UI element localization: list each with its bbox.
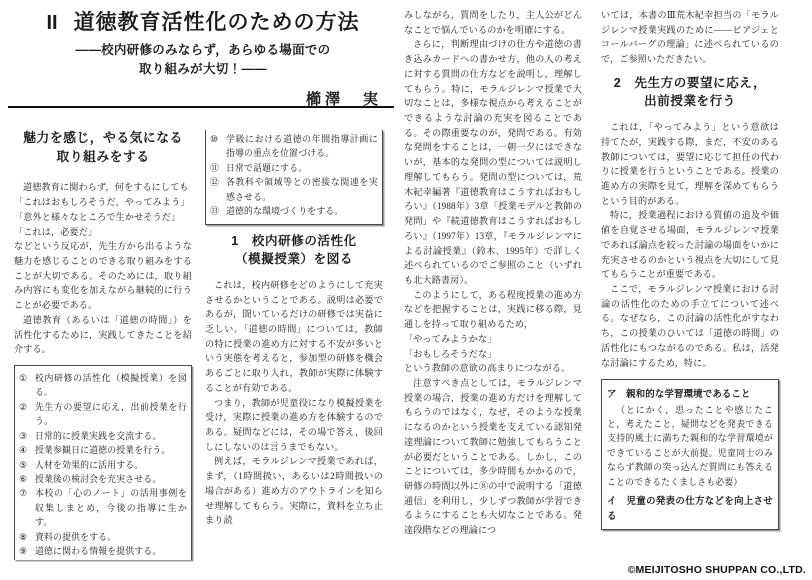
paragraph: という教師の意欲の高まりにつながる。 xyxy=(404,363,571,374)
page-header xyxy=(0,0,406,108)
column1-lead-heading-line2: 取り組みをする xyxy=(56,149,150,165)
copyright-notice: ©MEIJITOSHO SHUPPAN CO.,LTD. xyxy=(627,564,806,576)
paragraph: 「これは，必要だ」 xyxy=(14,226,98,237)
list-item-marker: ⑫ xyxy=(210,177,220,188)
measures-list-box-part2 xyxy=(205,130,383,225)
paragraph: 「これはおもしろそうだ，やってみよう」 xyxy=(14,197,190,208)
list-item-label: 本校の「心のノート」の活用事例を収集しまとめ，今後の指導に生かす。 xyxy=(35,488,187,528)
list-item-marker: ⑥ xyxy=(19,473,28,484)
text-column-4 xyxy=(601,8,779,530)
author-name: 櫛澤 実 xyxy=(305,91,382,108)
list-item-marker: ④ xyxy=(19,445,28,456)
condition-a-body: （とにかく，思ったことや感じたこと，考えたこと，疑問などを発表できる支持的風土に満ちた親和的な学習環境ができていることが大前提。児童同士のみならず教師の突っ込んだ質問にも答えることのできるたくましさも必要） xyxy=(607,404,773,487)
paragraph: これは，校内研修をどのようにして充実させるかということである。説明は必要であるが，聞いているだけの研修では実益に乏しい。「道徳の時間」については，教師の特に授業の進め方に対する不安が多いという実態を考えると，参加型の研修を機会あるごとに取り入れ，教師が実際に体験することが有効である。 xyxy=(205,279,383,393)
header-divider-rule xyxy=(8,106,394,108)
paragraph: 道徳教育に関わらず，何をするにしても xyxy=(23,182,189,193)
paragraph: みしながら，質問をしたり，主人公がどんなことで悩んでいるのかを明確にする。 xyxy=(404,10,582,35)
paragraph: これは，「やってみよう」という意欲は持てたが，実践する際，まだ，不安のある教師については，要望に応じて担任の代わりに授業を行うということである。授業の進め方の実際を見て，理解を深めてもらうという目的がある。 xyxy=(601,122,779,206)
column1-lead-heading-line1: 魅力を感じ，やる気になる xyxy=(23,130,183,145)
paragraph: などという反応が，先生方から出るような魅力を感じることのできる取り組みをすることが大切である。そのためには，取り組み内容にも変化を加えながら継続的に行うことが必要である。 xyxy=(14,241,192,311)
list-item xyxy=(19,443,187,457)
list-item-label: 各教科や領域等との密接な関連を実感させる。 xyxy=(226,177,378,202)
column1-lead-heading xyxy=(14,128,192,166)
text-column-2 xyxy=(205,122,383,528)
list-item-label: 授業後の検討会を充実させる。 xyxy=(35,473,162,484)
list-item-marker: ⑬ xyxy=(210,206,220,217)
list-item-marker: ⑩ xyxy=(210,134,219,144)
list-item-marker: ① xyxy=(19,373,28,383)
list-item-label: 道徳的な環境づくりをする。 xyxy=(226,206,344,217)
list-item-marker: ② xyxy=(19,401,28,412)
paragraph: いては，本書のⅢ荒木紀幸担当の「モラルジレンマ授業実践のために——ピアジェとコールバーグの理論」に述べられているので，ご参照いただきたい。 xyxy=(601,10,779,65)
section-heading-2 xyxy=(601,74,779,110)
section-heading-1-line2: （模擬授業）を図る xyxy=(235,251,353,266)
paragraph: さらに，判断理由づけの仕方や道徳の書き込みカードへの書かせ方，他の人の考えに対する質問の仕方などを説明し，理解してもらう。特に，モラルジレンマ授業で大切なことは，多様な視点から考えることができるような討論の充実を図ることである。その際重要なのが，発問である。有効な発問をすることは，一朝一夕にはできないが，基本的な発問の型については説明し理解してもらう。発問の型については，荒木紀幸編著『道徳教育はこうすればおもしろい』（1988年）3章「授業モデルと教師の発問」や『続道徳教育はこうすればおもしろい』（1997年）13章，『モラルジレンマによる討論授業』（鈴木、1995年）で詳しく述べられているのでご参照のこと（いずれも北大路書房）。 xyxy=(404,39,582,285)
condition-b-title: イ 児童の発表の仕方などを向上させる xyxy=(607,495,773,522)
list-item xyxy=(19,486,187,529)
chapter-subtitle xyxy=(0,41,406,79)
list-item xyxy=(19,400,187,429)
paragraph: つまり，教師が児童役になり模擬授業を受け，実際に授業の進め方を体験するのである。疑問などには，その場で答え，後回しにしないのは言うまでもない。 xyxy=(205,397,383,452)
list-item xyxy=(210,204,378,218)
list-item xyxy=(210,161,378,175)
list-item xyxy=(19,429,187,443)
section-heading-1 xyxy=(205,232,383,268)
section-heading-1-line1: 1 校内研修の活性化 xyxy=(231,233,357,248)
list-item xyxy=(210,175,378,204)
paragraph: 注意すべき点としては，モラルジレンマ授業の場合，授業の進め方だけを理解してもらうのではなく，なぜ，そのような授業になるのかという授業を支えている認知発達理論について教師に勉強してもらうことが必要だということである。しかし，このことについては，多少時間もかかるので，研修の時間以外に⑧の中で説明する「道徳通信」を利用し，少しずつ教師が学習できるようにすることも大切なことである。発達段階などの理論につ xyxy=(404,377,582,536)
list-item-marker: ⑨ xyxy=(19,546,28,557)
discussion-conditions-box xyxy=(601,379,779,529)
chapter-subtitle-line1: ——校内研修のみならず，あらゆる場面での xyxy=(75,43,331,57)
list-item-marker: ⑦ xyxy=(19,488,28,499)
paragraph: このようにして，ある程度授業の進め方などを把握することは，実践に移る際，見通しを持って取り組めるため， xyxy=(404,289,582,330)
chapter-number: II xyxy=(46,12,58,34)
list-item-label: 校内研修の活性化（模擬授業）を図る。 xyxy=(35,373,187,398)
list-item-label: 先生方の要望に応え，出前授業を行う。 xyxy=(35,401,187,427)
list-item-label: 道徳に関わる情報を提供する。 xyxy=(35,546,162,557)
paragraph: 「おもしろそうだな」 xyxy=(404,348,497,359)
list-item-marker: ⑤ xyxy=(19,459,28,470)
section-heading-2-line1: 2 先生方の要望に応え， xyxy=(613,75,767,90)
paragraph: ここで，モラルジレンマ授業における討論の活性化のための手立てについて述べる。なぜなら，この討論の活性化がすなわち，この授業のひいては「道徳の時間」の活性化にもつながるのである。私は，活発な討論にするため，特に。 xyxy=(601,284,779,368)
measures-list-box-part1 xyxy=(14,365,192,560)
page-title: 道徳教育活性化のための方法 xyxy=(73,11,360,34)
list-item xyxy=(19,472,187,486)
paragraph: 例えば，モラルジレンマ授業であれば，まず，（1時間扱い，あるいは2時間扱いの場合がある）進め方のアウトラインを知らせ理解してもらう。実際に，資料を立ち止まり読 xyxy=(205,456,383,526)
list-item xyxy=(19,544,187,558)
paragraph: 「やってみようかな」 xyxy=(404,333,497,344)
list-item-label: 日常で話題にする。 xyxy=(226,162,308,173)
list-item-label: 学級における道徳の年間指導計画に指導の重点を位置づける。 xyxy=(226,134,378,159)
chapter-subtitle-line2: 取り組みが大切！—— xyxy=(138,61,267,76)
text-column-1 xyxy=(14,122,192,560)
list-item xyxy=(19,458,187,472)
list-item xyxy=(19,371,187,400)
paragraph: 特に，授業過程における質値の追及や価値を自覚させる場面，モラルジレンマ授業であれば論点を絞った討論の場面をいかに充実させるのかという視点を大切にして見てもらうことが重要である。 xyxy=(601,210,779,280)
chapter-title-row xyxy=(0,0,406,36)
list-item-marker: ⑧ xyxy=(19,531,28,542)
list-item-label: 日常的に授業実践を交流する。 xyxy=(35,430,162,441)
paragraph: 道徳教育（あるいは「道徳の時間」）を活性化するために，実践してきたことを紹介する。 xyxy=(14,314,192,355)
condition-a-title: ア 親和的な学習環境であること xyxy=(607,388,751,400)
list-item-label: 授業参観日に道徳の授業を行う。 xyxy=(35,445,171,456)
list-item-marker: ③ xyxy=(19,430,28,441)
list-item-marker: ⑪ xyxy=(210,162,220,173)
paragraph: 「意外と様々なところで生かせそうだ」 xyxy=(14,211,181,222)
list-item xyxy=(210,132,378,161)
section-heading-2-line2: 出前授業を行う xyxy=(644,94,736,108)
list-item-label: 資料の提供をする。 xyxy=(35,531,117,542)
list-item-label: 人材を効果的に活用する。 xyxy=(35,459,144,470)
measures-list xyxy=(19,371,187,558)
list-item xyxy=(19,530,187,544)
measures-list-continued xyxy=(210,132,378,219)
text-column-3 xyxy=(404,8,582,538)
